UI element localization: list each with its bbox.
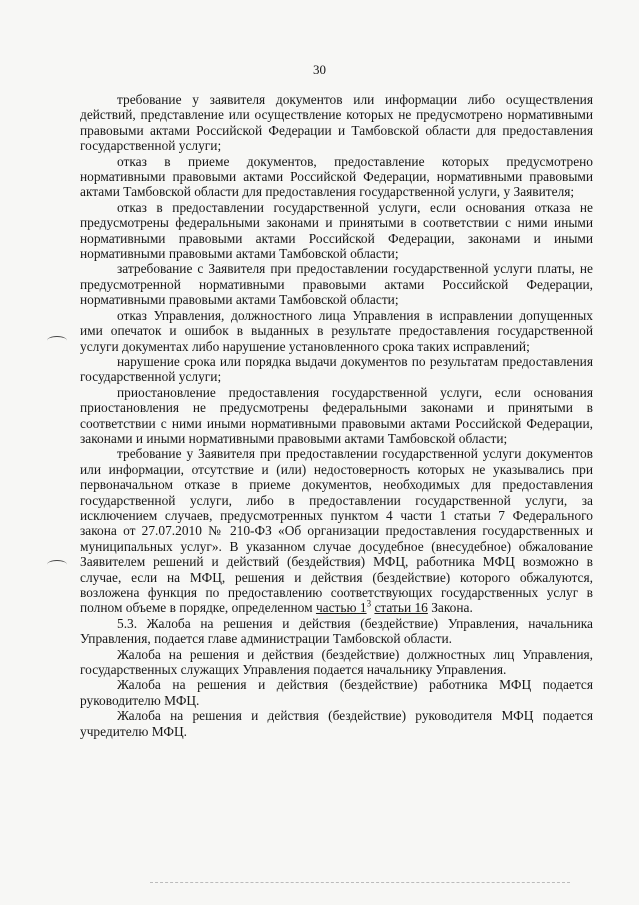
paragraph-10: Жалоба на решения и действия (бездействие) должностных лиц Управления, государственных служащих Управления подается начальнику Управления. [80,646,593,678]
paragraph-8 [80,446,593,615]
paragraph-11: Жалоба на решения и действия (бездействие) работника МФЦ подается руководителю МФЦ. [80,677,593,708]
paragraph-1: требование у заявителя документов или информации либо осуществления действий, представление или осуществление которых не предусмотрено нормативными правовыми актами Российской Федерации и Тамбовской области для предоставления государственной услуги; [80,92,593,154]
margin-mark [47,560,67,569]
paragraph-3: отказ в предоставлении государственной услуги, если основания отказа не предусмотрены федеральными законами и принятыми в соответствии с ними иными нормативными правовыми актами Российской Федерации, законами и иными нормативными правовыми актами Тамбовской области; [80,199,593,262]
bottom-rule [150,882,570,883]
paragraph-12: Жалоба на решения и действия (бездействие) руководителя МФЦ подается учредителю МФЦ. [80,708,593,739]
law-part-reference: частью 1 [315,600,367,616]
paragraph-2: отказ в приеме документов, предоставление которых предусмотрено нормативными правовыми актами Российской Федерации, нормативными правовыми актами Тамбовской области для предоставления государственной услуги, у Заявителя; [80,153,593,200]
paragraph-8-text: требование у Заявителя при предоставлении государственной услуги документов или информации, отсутствие и (или) недостоверность которых не указывались при первоначальном отказе в приеме документов, необходимых для предоставления государственной услуги, либо в предоставлении государственной услуги, за исключением случаев, предусмотренных пунктом 4 части 1 статьи 7 Федерального закона от 27.07.2010 № 210-ФЗ «Об организации предоставления государственных и муниципальных услуг». В указанном случае досудебное (внесудебное) обжалование Заявителем решений и действий (бездействия) МФЦ, работника МФЦ возможно в случае, если на МФЦ, решения и действия (бездействие) которого обжалуются, возложена функция по предоставлению соответствующих государственных услуг в полном объеме в порядке, определенном [80,446,593,616]
law-reference-tail: Закона. [427,600,473,616]
law-article-reference: статьи 16 [374,600,428,616]
paragraph-9: 5.3. Жалоба на решения и действия (бездействие) Управления, начальника Управления, подается главе администрации Тамбовской области. [80,615,593,647]
paragraph-6: нарушение срока или порядка выдачи документов по результатам предоставления государственной услуги; [80,353,593,385]
paragraph-7: приостановление предоставления государственной услуги, если основания приостановления не предусмотрены федеральными законами и принятыми в соответствии с ними иными нормативными правовыми актами Российской Федерации, законами и иными нормативными правовыми актами Тамбовской области; [80,384,593,446]
law-part-superscript: 3 [366,598,372,609]
paragraph-4: затребование с Заявителя при предоставлении государственной услуги платы, не предусмотренной нормативными правовыми актами Российской Федерации, нормативными правовыми актами Тамбовской области; [80,261,593,308]
paragraph-5: отказ Управления, должностного лица Управления в исправлении допущенных ими опечаток и ошибок в выданных в результате предоставления государственной услуги документах либо нарушение установленного срока таких исправлений; [80,307,593,354]
page-number: 30 [313,62,326,77]
margin-mark [47,336,67,345]
document-body [80,92,593,739]
